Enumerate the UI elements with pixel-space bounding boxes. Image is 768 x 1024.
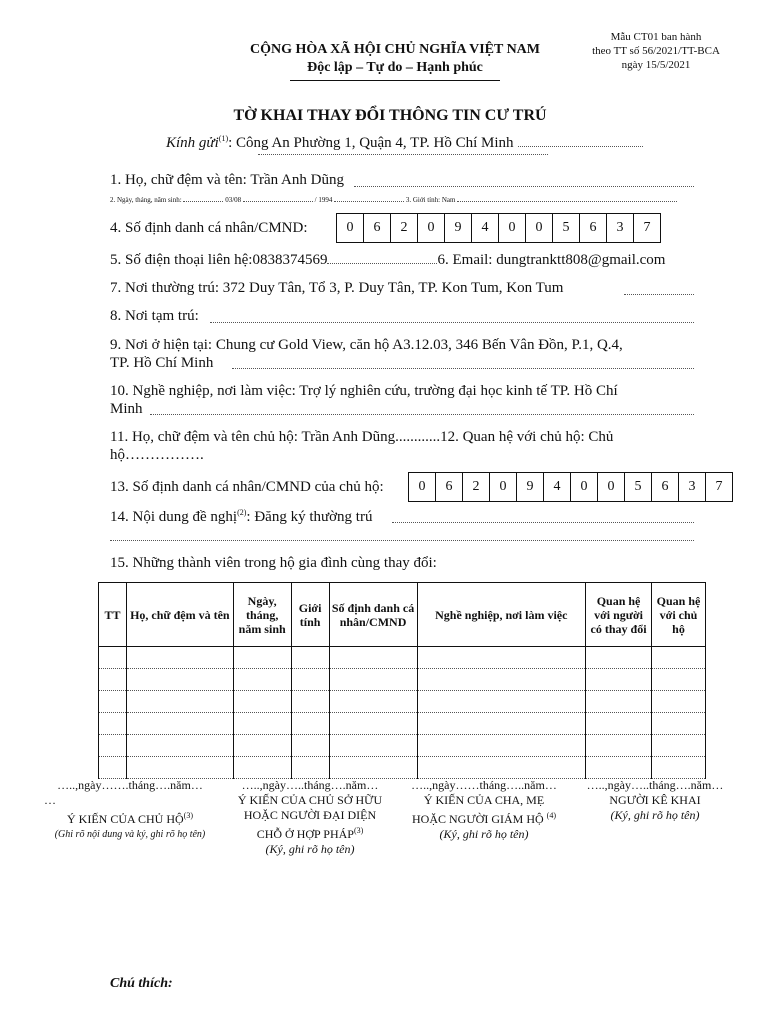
- id-digit: 5: [553, 214, 580, 242]
- header-name: Họ, chữ đệm và tên: [126, 583, 233, 647]
- field-name-value[interactable]: Trần Anh Dũng: [250, 172, 344, 188]
- dob-year[interactable]: / 1994: [314, 196, 333, 204]
- recipient: [166, 134, 643, 152]
- relation-label: 12. Quan hệ với chủ hộ:: [440, 429, 585, 445]
- sig-sup: (4): [546, 811, 556, 820]
- email-value[interactable]: dungtranktt808@gmail.com: [496, 252, 666, 268]
- permanent-dots: [624, 294, 694, 295]
- recipient-value[interactable]: : Công An Phường 1, Quận 4, TP. Hồ Chí Minh: [228, 135, 514, 151]
- head-id-digit: 6: [436, 473, 463, 501]
- relation-value-2[interactable]: hộ…………….: [110, 447, 204, 463]
- id-digit: 0: [337, 214, 364, 242]
- phone-label: 5. Số điện thoại liên hệ:: [110, 252, 253, 268]
- sig-title: NGƯỜI KÊ KHAI: [609, 793, 701, 807]
- id-digit: 6: [580, 214, 607, 242]
- id-digit: 0: [499, 214, 526, 242]
- sig-date-2: …: [44, 793, 56, 807]
- id-digit: 9: [445, 214, 472, 242]
- request-sup: (2): [237, 508, 247, 517]
- dob-dots: [243, 201, 313, 202]
- request-dots: [392, 522, 694, 523]
- header-id: Số định danh cá nhân/CMND: [329, 583, 417, 647]
- request-label: 14. Nội dung đề nghị: [110, 509, 238, 525]
- table-row[interactable]: [99, 735, 706, 757]
- recipient-line-2: [258, 154, 548, 155]
- members-title: 15. Những thành viên trong hộ gia đình cùng thay đổi:: [110, 555, 437, 571]
- form-code: [576, 30, 736, 72]
- head-id-digit: 0: [490, 473, 517, 501]
- id-digit: 4: [472, 214, 499, 242]
- recipient-label: Kính gửi: [166, 135, 219, 151]
- current-value[interactable]: Chung cư Gold View, căn hộ A3.12.03, 346 Bến Vân Đồn, P.1, Q.4,: [215, 337, 623, 353]
- sex-value[interactable]: Nam: [441, 196, 456, 204]
- email-label: 6. Email:: [437, 252, 493, 268]
- field-id-label: 4. Số định danh cá nhân/CMND:: [110, 220, 308, 236]
- table-header-row: [99, 583, 706, 647]
- table-row[interactable]: [99, 669, 706, 691]
- table-row[interactable]: [99, 713, 706, 735]
- sig-date: …..,ngày…..tháng….năm…: [241, 778, 379, 792]
- id-digit: 2: [391, 214, 418, 242]
- id-digit: 0: [418, 214, 445, 242]
- sig-sup: (3): [183, 811, 193, 820]
- household-dots: ............: [395, 429, 441, 445]
- job-dots: [150, 414, 694, 415]
- permanent-label: 7. Nơi thường trú:: [110, 280, 219, 296]
- current-dots: [232, 368, 694, 369]
- sig-title-3: CHỖ Ở HỢP PHÁP: [256, 827, 354, 841]
- table-row[interactable]: [99, 647, 706, 669]
- sig-note: (Ký, ghi rõ họ tên): [265, 842, 355, 856]
- sig-date: …..,ngày…..tháng….năm…: [586, 778, 724, 792]
- field-phone: [110, 252, 665, 269]
- signature-household-head: [30, 778, 230, 842]
- head-id-digit: 0: [598, 473, 625, 501]
- id-digit: 0: [526, 214, 553, 242]
- table-row[interactable]: [99, 691, 706, 713]
- phone-dots: [327, 263, 437, 264]
- header-relation-head: Quan hệ với chủ hộ: [652, 583, 706, 647]
- recipient-sup: (1): [218, 134, 229, 143]
- sig-title: Ý KIẾN CỦA CHA, MẸ: [423, 793, 545, 807]
- job-value-2[interactable]: Minh: [110, 401, 143, 417]
- sig-title: Ý KIẾN CỦA CHỦ SỞ HỮU: [237, 793, 383, 807]
- field-request: [110, 508, 372, 526]
- head-id-digit: 5: [625, 473, 652, 501]
- header-sex: Giới tính: [291, 583, 329, 647]
- sig-note: (Ký, ghi rõ họ tên): [610, 808, 700, 822]
- temporary-dots: [210, 322, 694, 323]
- id-digit: 7: [643, 220, 651, 235]
- head-id-digit: 0: [409, 473, 436, 501]
- current-value-2[interactable]: TP. Hồ Chí Minh: [110, 355, 214, 371]
- header-job: Nghề nghiệp, nơi làm việc: [417, 583, 586, 647]
- head-id-digit: 7: [715, 479, 723, 494]
- field-name: [110, 172, 344, 189]
- field-job: [110, 382, 618, 418]
- permanent-value[interactable]: 372 Duy Tân, Tổ 3, P. Duy Tân, TP. Kon Tum, Kon Tum: [222, 280, 564, 296]
- head-id-digit: 6: [652, 473, 679, 501]
- field-current: [110, 336, 623, 372]
- sig-title: Ý KIẾN CỦA CHỦ HỘ: [67, 812, 184, 826]
- job-label: 10. Nghề nghiệp, nơi làm việc:: [110, 383, 296, 399]
- field-name-dots: [354, 186, 694, 187]
- form-title: TỜ KHAI THAY ĐỔI THÔNG TIN CƯ TRÚ: [233, 107, 547, 124]
- sig-title-2: HOẶC NGƯỜI GIÁM HỘ: [412, 812, 544, 826]
- head-id-digit: 3: [679, 473, 706, 501]
- field-temporary: [110, 308, 199, 325]
- sig-note: (Ghi rõ nội dung và ký, ghi rõ họ tên): [54, 829, 206, 840]
- id-digit: 6: [364, 214, 391, 242]
- members-table: [98, 582, 706, 779]
- dob-dots: [334, 201, 404, 202]
- form-code-line: Mẫu CT01 ban hành: [610, 31, 702, 43]
- form-code-line: theo TT số 56/2021/TT-BCA: [592, 45, 720, 57]
- header-dob: Ngày, tháng, năm sinh: [233, 583, 291, 647]
- field-dob: [110, 196, 677, 204]
- current-label: 9. Nơi ở hiện tại:: [110, 337, 213, 353]
- field-head-id-label: 13. Số định danh cá nhân/CMND của chủ hộ:: [110, 479, 384, 495]
- sig-title-2: HOẶC NGƯỜI ĐẠI DIỆN: [243, 808, 377, 822]
- motto-underline: [290, 80, 500, 81]
- head-id-digit: 4: [544, 473, 571, 501]
- id-digit: 3: [607, 214, 634, 242]
- form-code-line: ngày 15/5/2021: [621, 59, 691, 71]
- id-digit-boxes[interactable]: [336, 213, 661, 243]
- signature-guardian: [396, 778, 572, 842]
- sig-sup: (3): [353, 826, 364, 835]
- footnote-title: Chú thích:: [110, 976, 173, 991]
- dob-day-month[interactable]: 03/08: [225, 196, 242, 204]
- request-value[interactable]: : Đăng ký thường trú: [246, 509, 373, 525]
- signature-declarant: [572, 778, 738, 823]
- table-row[interactable]: [99, 757, 706, 779]
- nation-title: CỘNG HÒA XÃ HỘI CHỦ NGHĨA VIỆT NAM: [249, 42, 540, 57]
- relation-value[interactable]: Chủ: [588, 429, 614, 445]
- head-id-digit: 0: [571, 473, 598, 501]
- household-value[interactable]: Trần Anh Dũng: [301, 429, 396, 445]
- header-tt: TT: [99, 583, 127, 647]
- household-label: 11. Họ, chữ đệm và tên chủ hộ:: [110, 429, 298, 445]
- field-name-label: 1. Họ, chữ đệm và tên:: [110, 172, 247, 188]
- head-id-digit: 2: [463, 473, 490, 501]
- sig-date: …..,ngày…….tháng….năm…: [57, 778, 203, 792]
- recipient-dots: [518, 146, 643, 147]
- dob-label: 2. Ngày, tháng, năm sinh:: [110, 196, 182, 204]
- sig-note: (Ký, ghi rõ họ tên): [439, 827, 529, 841]
- phone-value[interactable]: 0838374569: [252, 252, 328, 268]
- head-id-digit: 9: [517, 473, 544, 501]
- signature-owner: [222, 778, 398, 857]
- head-id-digit-boxes[interactable]: [408, 472, 733, 502]
- sex-dots: [457, 201, 677, 202]
- request-dots-2: [110, 540, 694, 541]
- temporary-label: 8. Nơi tạm trú:: [110, 308, 199, 324]
- field-household: [110, 428, 613, 464]
- dob-dots: [183, 201, 223, 202]
- header-relation-changer: Quan hệ với người có thay đổi: [586, 583, 652, 647]
- field-permanent: [110, 280, 563, 297]
- motto: Độc lập – Tự do – Hạnh phúc: [307, 60, 483, 75]
- sex-label: 3. Giới tính:: [405, 196, 441, 204]
- job-value[interactable]: Trợ lý nghiên cứu, trường đại học kinh tế TP. Hồ Chí: [299, 383, 618, 399]
- sig-date: …..,ngày……tháng…..năm…: [411, 778, 557, 792]
